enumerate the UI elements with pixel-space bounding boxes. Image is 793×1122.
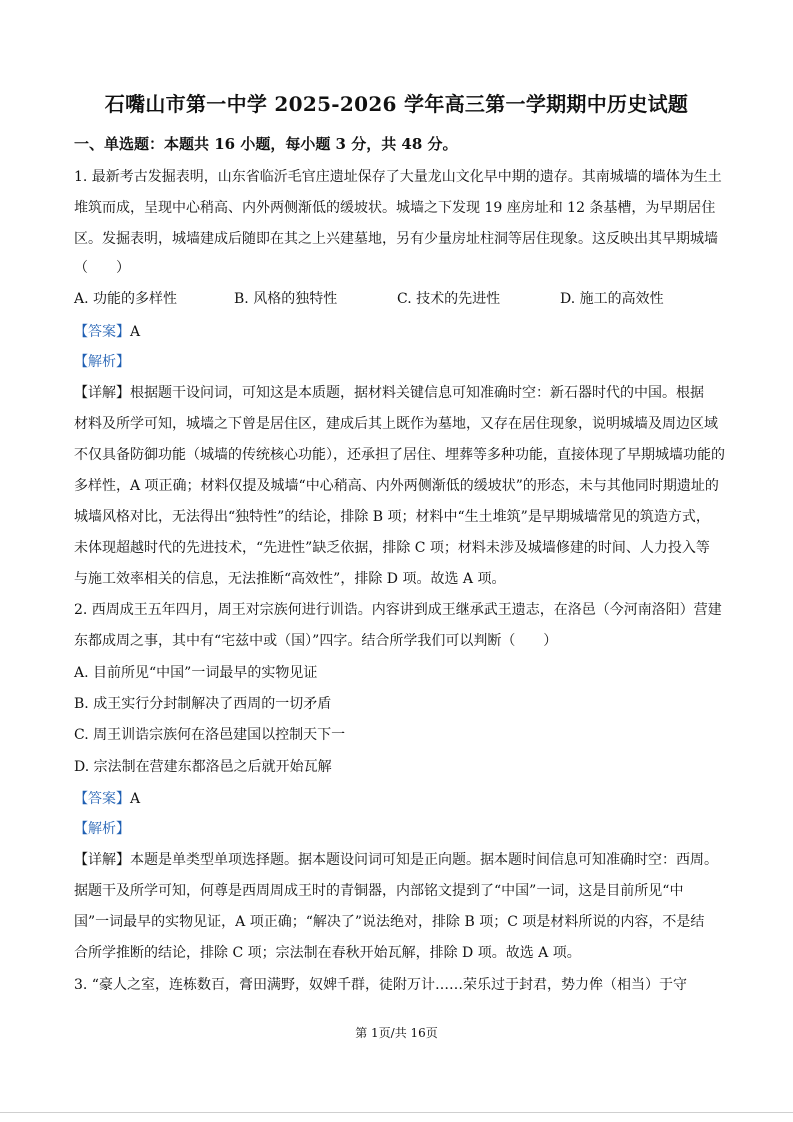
detail-tag: 【详解】	[74, 852, 130, 868]
page-bottom-rule	[0, 1112, 793, 1113]
q2-detail-line	[74, 850, 724, 870]
q2-detail-line: 据题干及所学可知，何尊是西周周成王时的青铜器，内部铭文提到了“中国”一词，这是目前所见“中	[74, 883, 684, 899]
q1-detail-line: 未体现超越时代的先进技术，“先进性”缺乏依据，排除 C 项；材料未涉及城墙修建的时间、人力投入等	[74, 540, 710, 556]
section-heading: 一、单选题：本题共 16 小题，每小题 3 分，共 48 分。	[74, 135, 458, 153]
q1-detail-line: 材料及所学可知，城墙之下曾是居住区，建成后其上既作为墓地，又存在居住现象，说明城墙及周边区域	[74, 416, 718, 432]
q2-option-a: A. 目前所见“中国”一词最早的实物见证	[74, 665, 318, 681]
q1-options	[74, 289, 724, 309]
q2-stem-line: 东都成周之事，其中有“宅兹中或（国）”四字。结合所学我们可以判断（ ）	[74, 633, 558, 649]
q1-detail-line: 城墙风格对比，无法得出“独特性”的结论，排除 B 项；材料中“生土堆筑”是早期城墙常见的筑造方式，	[74, 509, 710, 525]
q2-option-b: B. 成王实行分封制解决了西周的一切矛盾	[74, 696, 332, 712]
q2-detail-line: 国”一词最早的实物见证，A 项正确；“解决了”说法绝对，排除 B 项；C 项是材料所说的内容，不是结	[74, 914, 705, 930]
q2-analysis-heading	[74, 819, 724, 839]
q1-detail-line: 与施工效率相关的信息，无法推断“高效性”，排除 D 项。故选 A 项。	[74, 571, 506, 587]
q1-detail-line	[74, 383, 724, 403]
q1-stem-line: 区。发掘表明，城墙建成后随即在其之上兴建墓地，另有少量房址柱洞等居住现象。这反映出其早期城墙	[74, 231, 718, 247]
q1-stem-line: 1. 最新考古发掘表明，山东省临沂毛官庄遗址保存了大量龙山文化早中期的遗存。其南城墙的墙体为生土	[74, 169, 722, 185]
q2-stem-line: 2. 西周成王五年四月，周王对宗族何进行训诰。内容讲到成王继承武王遗志，在洛邑（今河南洛阳）营建	[74, 602, 722, 618]
exam-title: 石嘴山市第一中学 2025-2026 学年高三第一学期期中历史试题	[104, 92, 689, 116]
q1-answer-bracket: （ ）	[74, 260, 130, 276]
q1-option-b: B. 风格的独特性	[234, 291, 338, 307]
q1-option-c: C. 技术的先进性	[397, 291, 501, 307]
q3-stem-line: 3. “豪人之室，连栋数百，膏田满野，奴婢千群，徒附万计……荣乐过于封君，势力侔（相当）于守	[74, 977, 687, 993]
detail-text: 根据题干设问词，可知这是本质题，据材料关键信息可知准确时空：新石器时代的中国。根据	[130, 385, 704, 401]
answer-tag: 【答案】	[74, 791, 130, 807]
q2-detail-line: 合所学推断的结论，排除 C 项；宗法制在春秋开始瓦解，排除 D 项。故选 A 项。	[74, 945, 581, 961]
q2-option-d: D. 宗法制在营建东都洛邑之后就开始瓦解	[74, 759, 332, 775]
q1-option-d: D. 施工的高效性	[560, 291, 664, 307]
q2-answer	[74, 789, 724, 809]
q1-answer	[74, 322, 724, 342]
page-footer: 第 1页/共 16页	[355, 1026, 438, 1040]
q2-option-c: C. 周王训诰宗族何在洛邑建国以控制天下一	[74, 727, 346, 743]
analysis-tag: 【解析】	[74, 354, 130, 370]
detail-tag: 【详解】	[74, 385, 130, 401]
answer-value: A	[130, 791, 141, 807]
answer-value: A	[130, 324, 141, 340]
q1-stem-line: 堆筑而成，呈现中心稍高、内外两侧渐低的缓坡状。城墙之下发现 19 座房址和 12 条基槽，为早期居住	[74, 200, 716, 216]
q1-analysis-heading	[74, 352, 724, 372]
q1-detail-line: 多样性，A 项正确；材料仅提及城墙“中心稍高、内外两侧渐低的缓坡状”的形态，未与其他同时期遗址的	[74, 478, 719, 494]
detail-text: 本题是单类型单项选择题。据本题设问词可知是正向题。据本题时间信息可知准确时空：西周。	[130, 852, 718, 868]
answer-tag: 【答案】	[74, 324, 130, 340]
analysis-tag: 【解析】	[74, 821, 130, 837]
q1-option-a: A. 功能的多样性	[74, 291, 178, 307]
q1-detail-line: 不仅具备防御功能（城墙的传统核心功能），还承担了居住、埋葬等多种功能，直接体现了早期城墙功能的	[74, 447, 725, 463]
